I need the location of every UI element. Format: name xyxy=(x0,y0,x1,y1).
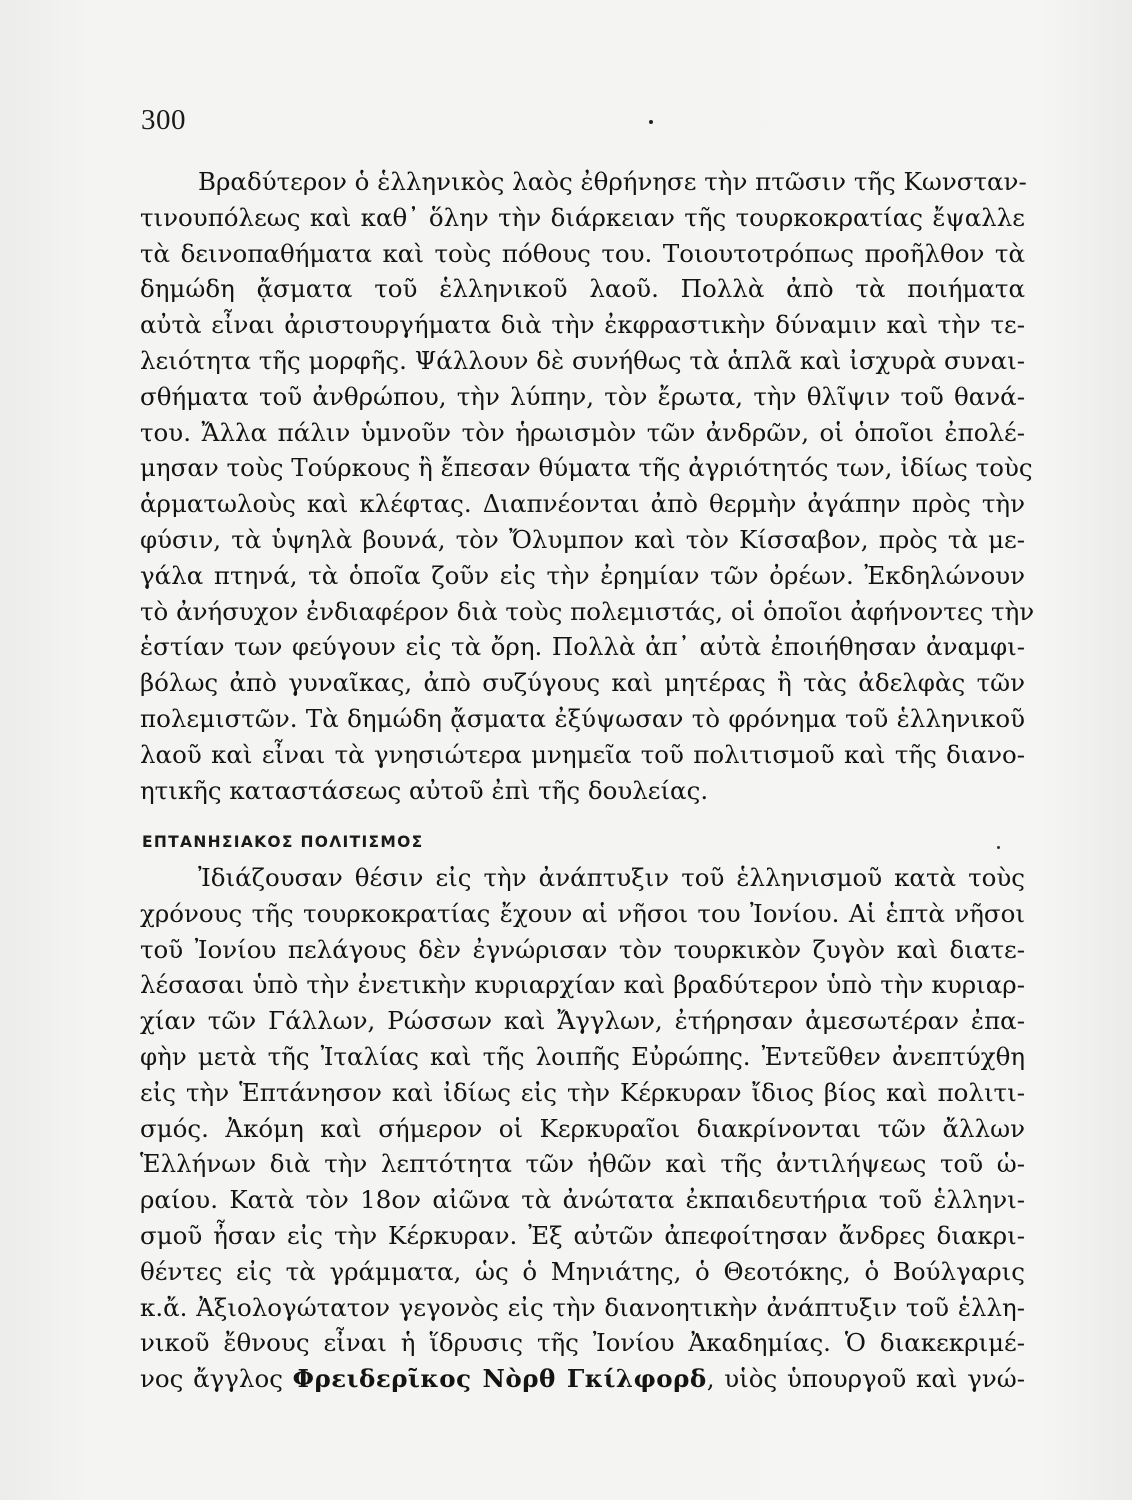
text-segment: , υἱὸς ὑπουργοῦ καὶ γνώ- xyxy=(706,1364,1025,1394)
text-segment: νος ἄγγλος xyxy=(140,1364,293,1394)
printing-speck xyxy=(649,120,653,124)
text-line: θέντες εἰς τὰ γράμματα, ὡς ὁ Μηνιάτης, ὁ Θεοτόκης, ὁ Βούλγαρις xyxy=(140,1256,1025,1286)
text-line: μησαν τοὺς Τούρκους ἢ ἔπεσαν θύματα τῆς ἀγριότητός των, ἰδίως τοὺς xyxy=(140,453,1033,483)
person-name-bold: Φρειδερῖκος Νὸρθ Γκίλφορδ xyxy=(292,1364,707,1394)
text-line: λέσασαι ὑπὸ τὴν ἐνετικὴν κυριαρχίαν καὶ βραδύτερον ὑπὸ τὴν κυριαρ- xyxy=(140,970,1025,1000)
text-line-with-name xyxy=(140,1361,1025,1397)
text-line: βόλως ἀπὸ γυναῖκας, ἀπὸ συζύγους καὶ μητέρας ἢ τὰς ἀδελφὰς τῶν xyxy=(140,668,1025,698)
text-line: τινουπόλεως καὶ καθ᾿ ὅλην τὴν διάρκειαν τῆς τουρκοκρατίας ἔψαλλε xyxy=(140,202,1025,232)
text-line: ἑστίαν των φεύγουν εἰς τὰ ὄρη. Πολλὰ ἀπ᾿ αὐτὰ ἐποιήθησαν ἀναμφι- xyxy=(140,632,1025,662)
printing-speck xyxy=(997,846,1000,849)
section-heading: ΕΠΤΑΝΗΣΙΑΚΟΣ ΠΟΛΙΤΙΣΜΟΣ xyxy=(142,833,424,851)
text-line: Ἑλλήνων διὰ τὴν λεπτότητα τῶν ἠθῶν καὶ τῆς ἀντιλήψεως τοῦ ὡ- xyxy=(140,1149,1025,1179)
text-line: σμοῦ ἦσαν εἰς τὴν Κέρκυραν. Ἐξ αὐτῶν ἀπεφοίτησαν ἄνδρες διακρι- xyxy=(140,1220,1025,1250)
paragraph-heptanese xyxy=(140,860,1025,1397)
text-line: ραίου. Κατὰ τὸν 18ον αἰῶνα τὰ ἀνώτατα ἐκπαιδευτήρια τοῦ ἑλληνι- xyxy=(140,1185,1025,1215)
text-line: του. Ἄλλα πάλιν ὑμνοῦν τὸν ἡρωισμὸν τῶν ἀνδρῶν, οἱ ὁποῖοι ἐπολέ- xyxy=(140,417,1025,447)
text-line: Βραδύτερον ὁ ἑλληνικὸς λαὸς ἐθρήνησε τὴν πτῶσιν τῆς Κωνσταν- xyxy=(198,167,1027,196)
text-line: δημώδη ᾄσματα τοῦ ἑλληνικοῦ λαοῦ. Πολλὰ ἀπὸ τὰ ποιήματα xyxy=(140,274,1025,304)
text-line: πολεμιστῶν. Τὰ δημώδη ᾄσματα ἐξύψωσαν τὸ φρόνημα τοῦ ἑλληνικοῦ xyxy=(140,703,1025,733)
text-line: λειότητα τῆς μορφῆς. Ψάλλουν δὲ συνήθως τὰ ἁπλᾶ καὶ ἰσχυρὰ συναι- xyxy=(140,345,1025,375)
text-line: φύσιν, τὰ ὑψηλὰ βουνά, τὸν Ὄλυμπον καὶ τὸν Κίσσαβον, πρὸς τὰ με- xyxy=(140,524,1025,554)
text-line: αὐτὰ εἶναι ἀριστουργήματα διὰ τὴν ἐκφραστικὴν δύναμιν καὶ τὴν τε- xyxy=(140,310,1025,340)
text-line: κ.ἄ. Ἀξιολογώτατον γεγονὸς εἰς τὴν διανοητικὴν ἀνάπτυξιν τοῦ ἑλλη- xyxy=(140,1292,1025,1322)
page-number: 300 xyxy=(141,104,186,136)
text-line: γάλα πτηνά, τὰ ὁποῖα ζοῦν εἰς τὴν ἐρημίαν τῶν ὀρέων. Ἐκδηλώνουν xyxy=(140,560,1025,590)
text-line: χρόνους τῆς τουρκοκρατίας ἔχουν αἱ νῆσοι του Ἰονίου. Αἱ ἑπτὰ νῆσοι xyxy=(140,898,1025,928)
text-line: τὸ ἀνήσυχον ἐνδιαφέρον διὰ τοὺς πολεμιστάς, οἱ ὁποῖοι ἀφήνοντες τὴν xyxy=(140,596,1035,626)
text-line: Ἰδιάζουσαν θέσιν εἰς τὴν ἀνάπτυξιν τοῦ ἑλληνισμοῦ κατὰ τοὺς xyxy=(198,863,1025,892)
text-line: νικοῦ ἔθνους εἶναι ἡ ἵδρυσις τῆς Ἰονίου Ἀκαδημίας. Ὁ διακεκριμέ- xyxy=(140,1328,1025,1358)
paragraph-folk-songs xyxy=(140,164,1035,808)
text-line: ἁρματωλοὺς καὶ κλέφτας. Διαπνέονται ἀπὸ θερμὴν ἀγάπην πρὸς τὴν xyxy=(140,489,1025,519)
text-line: φὴν μετὰ τῆς Ἰταλίας καὶ τῆς λοιπῆς Εὐρώπης. Ἐντεῦθεν ἀνεπτύχθη xyxy=(140,1041,1025,1071)
text-line: λαοῦ καὶ εἶναι τὰ γνησιώτερα μνημεῖα τοῦ πολιτισμοῦ καὶ τῆς διανο- xyxy=(140,739,1025,769)
text-line: εἰς τὴν Ἑπτάνησον καὶ ἰδίως εἰς τὴν Κέρκυραν ἴδιος βίος καὶ πολιτι- xyxy=(140,1077,1025,1107)
text-line: τὰ δεινοπαθήματα καὶ τοὺς πόθους του. Τοιουτοτρόπως προῆλθον τὰ xyxy=(140,238,1025,268)
text-line: τοῦ Ἰονίου πελάγους δὲν ἐγνώρισαν τὸν τουρκικὸν ζυγὸν καὶ διατε- xyxy=(140,934,1025,964)
text-line: χίαν τῶν Γάλλων, Ρώσσων καὶ Ἄγγλων, ἐτήρησαν ἀμεσωτέραν ἐπα- xyxy=(140,1006,1025,1036)
text-line: σθήματα τοῦ ἀνθρώπου, τὴν λύπην, τὸν ἔρωτα, τὴν θλῖψιν τοῦ θανά- xyxy=(140,381,1025,411)
text-line: ητικῆς καταστάσεως αὐτοῦ ἐπὶ τῆς δουλείας. xyxy=(140,775,709,805)
text-line: σμός. Ἀκόμη καὶ σήμερον οἱ Κερκυραῖοι διακρίνονται τῶν ἄλλων xyxy=(140,1113,1025,1143)
